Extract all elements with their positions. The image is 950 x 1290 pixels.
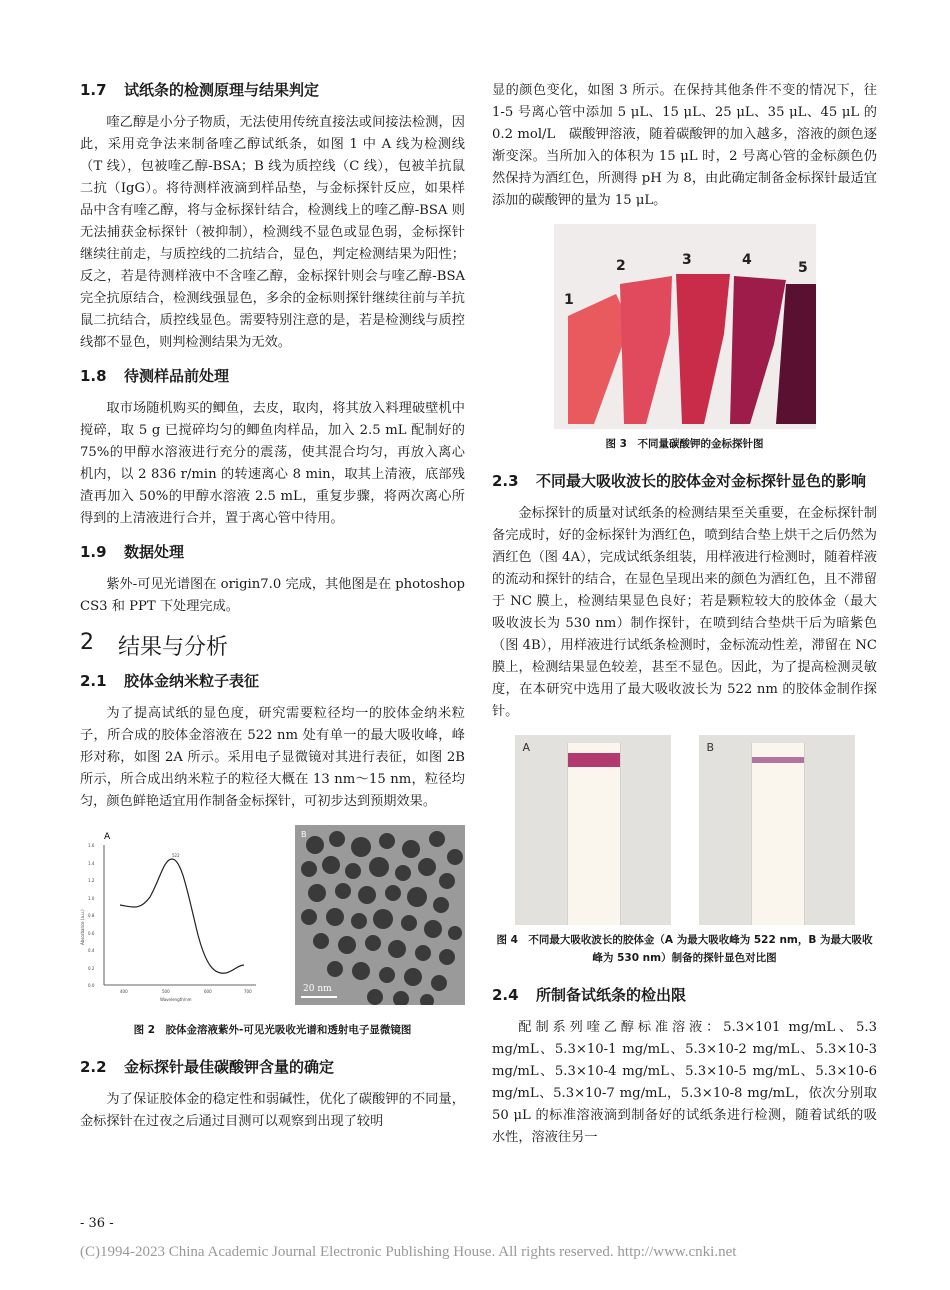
- absorbance-curve: [120, 859, 244, 973]
- x-tick: 600: [204, 989, 212, 994]
- y-tick: 0.2: [88, 966, 95, 971]
- section-heading-2-4: 2.4 所制备试纸条的检出限: [492, 986, 687, 1004]
- y-tick: 0.0: [88, 983, 95, 988]
- paragraph: 取市场随机购买的鲫鱼，去皮，取肉，将其放入料理破壁机中搅碎，取 5 g 已搅碎均匀的鲫鱼肉样品，加入 2.5 mL 配制好的 75%的甲醇水溶液进行充分的震荡，使其混合均匀，再放入离心机内，以 2 836 r/min 的转速离心 8 min，取其上清液，底部残渣再加入 50%的甲醇水溶液 2.5 mL，重复步骤，将两次离心所得到的上清液进行合并，置于离心管中待用。: [80, 401, 465, 526]
- section-heading-2-3: 2.3 不同最大吸收波长的胶体金对金标探针显色的影响: [492, 472, 867, 490]
- probe-band-a: [568, 753, 620, 767]
- tube-label: 4: [741, 252, 752, 268]
- x-axis-label: Wavelength/nm: [160, 997, 192, 1002]
- section-heading-1-9: 1.9 数据处理: [80, 543, 185, 561]
- section-heading-2-2: 2.2 金标探针最佳碳酸钾含量的确定: [80, 1058, 335, 1076]
- figure-4-caption: 图 4 不同最大吸收波长的胶体金（A 为最大吸收峰为 522 nm，B 为最大吸收峰为 530 nm）制备的探针显色对比图: [496, 934, 873, 964]
- panel-label-a: A: [104, 832, 111, 842]
- paragraph: 为了保证胶体金的稳定性和弱碱性，优化了碳酸钾的不同量，金标探针在过夜之后通过目测可以观察到出现了较明: [80, 1092, 465, 1129]
- figure-3-caption: 图 3 不同量碳酸钾的金标探针图: [605, 438, 764, 450]
- strip-panel-a: [515, 735, 671, 925]
- x-tick: 400: [120, 989, 128, 994]
- figure-3-photo: [554, 224, 816, 429]
- y-tick: 0.4: [88, 948, 95, 953]
- copyright-notice: (C)1994-2023 China Academic Journal Electronic Publishing House. All rights reserved. http://www.cnki.net: [80, 1244, 737, 1260]
- probe-band-b: [752, 757, 804, 763]
- figure-4: [515, 735, 855, 925]
- paragraph: 金标探针的质量对试纸条的检测结果至关重要，在金标探针制备完成时，好的金标探针为酒红色，喷到结合垫上烘干之后仍然为酒红色（图 4A），完成试纸条组装，用样液进行检测时，随着样液的流动和探针的结合，在显色呈现出来的颜色为酒红色，且不滞留于 NC 膜上，检测结果显色良好；若是颗粒较大的胶体金（最大吸收波长为 530 nm）制作探针，在喷到结合垫烘干后为暗紫色（图 4B），用样液进行试纸条检测时，金标流动性差，滞留在 NC 膜上，检测结果显色较差，甚至不显色。因此，为了提高检测灵敏度，在本研究中选用了最大吸收波长为 522 nm 的胶体金制作探针。: [492, 506, 877, 719]
- paragraph: 紫外-可见光谱图在 origin7.0 完成，其他图是在 photoshop CS3 和 PPT 下处理完成。: [80, 577, 465, 614]
- paragraph: 配制系列喹乙醇标准溶液：5.3×101 mg/mL、5.3 mg/mL、5.3×10-1 mg/mL、5.3×10-2 mg/mL、5.3×10-3 mg/mL、5.3×10-4 mg/mL、5.3×10-5 mg/mL、5.3×10-6 mg/mL、5.3×10-7 mg/mL，5.3×10-8 mg/mL，依次分别取 50 μL 的标准溶液滴到制备好的试纸条进行检测，随着试纸的吸水性，溶液往另一: [492, 1020, 877, 1145]
- y-tick: 1.2: [88, 878, 95, 883]
- panel-label-a: A: [522, 741, 531, 754]
- test-strip-b: [751, 743, 805, 925]
- y-axis-label: Absorbance (a.u.): [80, 909, 85, 945]
- tube-label: 5: [797, 260, 808, 276]
- left-column: [80, 80, 465, 1145]
- panel-label-b: B: [706, 741, 715, 754]
- panel-label-b: B: [301, 830, 307, 839]
- strip-panel-b: [699, 735, 855, 925]
- chapter-heading-2: 2 结果与分析: [80, 630, 229, 660]
- section-heading-1-8: 1.8 待测样品前处理: [80, 367, 230, 385]
- scale-bar-label: 20 nm: [303, 984, 332, 994]
- x-tick: 500: [162, 989, 170, 994]
- test-strip-a: [567, 743, 621, 925]
- tube-label: 2: [615, 258, 626, 274]
- section-heading-1-7: 1.7 试纸条的检测原理与结果判定: [80, 81, 320, 99]
- x-tick: 700: [244, 989, 252, 994]
- y-tick: 1.6: [88, 843, 95, 848]
- tube-label: 3: [681, 252, 692, 268]
- right-column: [492, 80, 877, 1161]
- paragraph: 喹乙醇是小分子物质，无法使用传统直接法或间接法检测，因此，采用竞争法来制备喹乙醇试纸条，如图 1 中 A 线为检测线（T 线），包被喹乙醇-BSA；B 线为质控线（C 线），包被羊抗鼠二抗（IgG）。将待测样液滴到样品垫，与金标探针反应，如果样品中含有喹乙醇，将与金标探针结合，检测线上的喹乙醇-BSA 则无法捕获金标探针（被抑制），检测线不显色或显色弱，金标探针继续往前走，与质控线的二抗结合，显色，判定检测结果为阳性；反之，若是待测样液中不含喹乙醇，金标探针则会与喹乙醇-BSA 完全抗原结合，检测线强显色，多余的金标则探针继续往前与羊抗鼠二抗结合，质控线显色。需要特别注意的是，若是检测线与质控线都不显色，则判检测结果为无效。: [80, 115, 465, 350]
- figure-2: [80, 825, 465, 1015]
- tube-label: 1: [563, 292, 574, 308]
- paragraph: 显的颜色变化，如图 3 所示。在保持其他条件不变的情况下，往 1-5 号离心管中添加 5 μL、15 μL、25 μL、35 μL、45 μL 的 0.2 mol/L 碳酸钾溶液，随着碳酸钾的加入越多，溶液的颜色逐渐变深。当所加入的体积为 15 μL 时，2 号离心管的金标颜色仍然保持为酒红色，所测得 pH 为 8，由此确定制备金标探针最适宜添加的碳酸钾的量为 15 μL。: [492, 83, 877, 208]
- page-number: - 36 -: [80, 1216, 114, 1231]
- y-tick: 1.0: [88, 896, 95, 901]
- uv-vis-spectrum-chart: [80, 825, 260, 1005]
- y-tick: 1.4: [88, 861, 95, 866]
- section-heading-2-1: 2.1 胶体金纳米粒子表征: [80, 672, 260, 690]
- y-tick: 0.6: [88, 931, 95, 936]
- paragraph: 为了提高试纸的显色度，研究需要粒径均一的胶体金纳米粒子，所合成的胶体金溶液在 522 nm 处有单一的最大吸收峰，峰形对称，如图 2A 所示。采用电子显微镜对其进行表征，如图 2B 所示，所合成出纳米粒子的粒径大概在 13 nm～15 nm，粒径均匀，颜色鲜艳适宜用作制备金标探针，可初步达到预期效果。: [80, 706, 465, 809]
- y-tick: 0.8: [88, 913, 95, 918]
- tem-image: [295, 825, 465, 1005]
- figure-2-caption: 图 2 胶体金溶液紫外-可见光吸收光谱和透射电子显微镜图: [133, 1024, 412, 1036]
- peak-label: 522: [172, 853, 180, 858]
